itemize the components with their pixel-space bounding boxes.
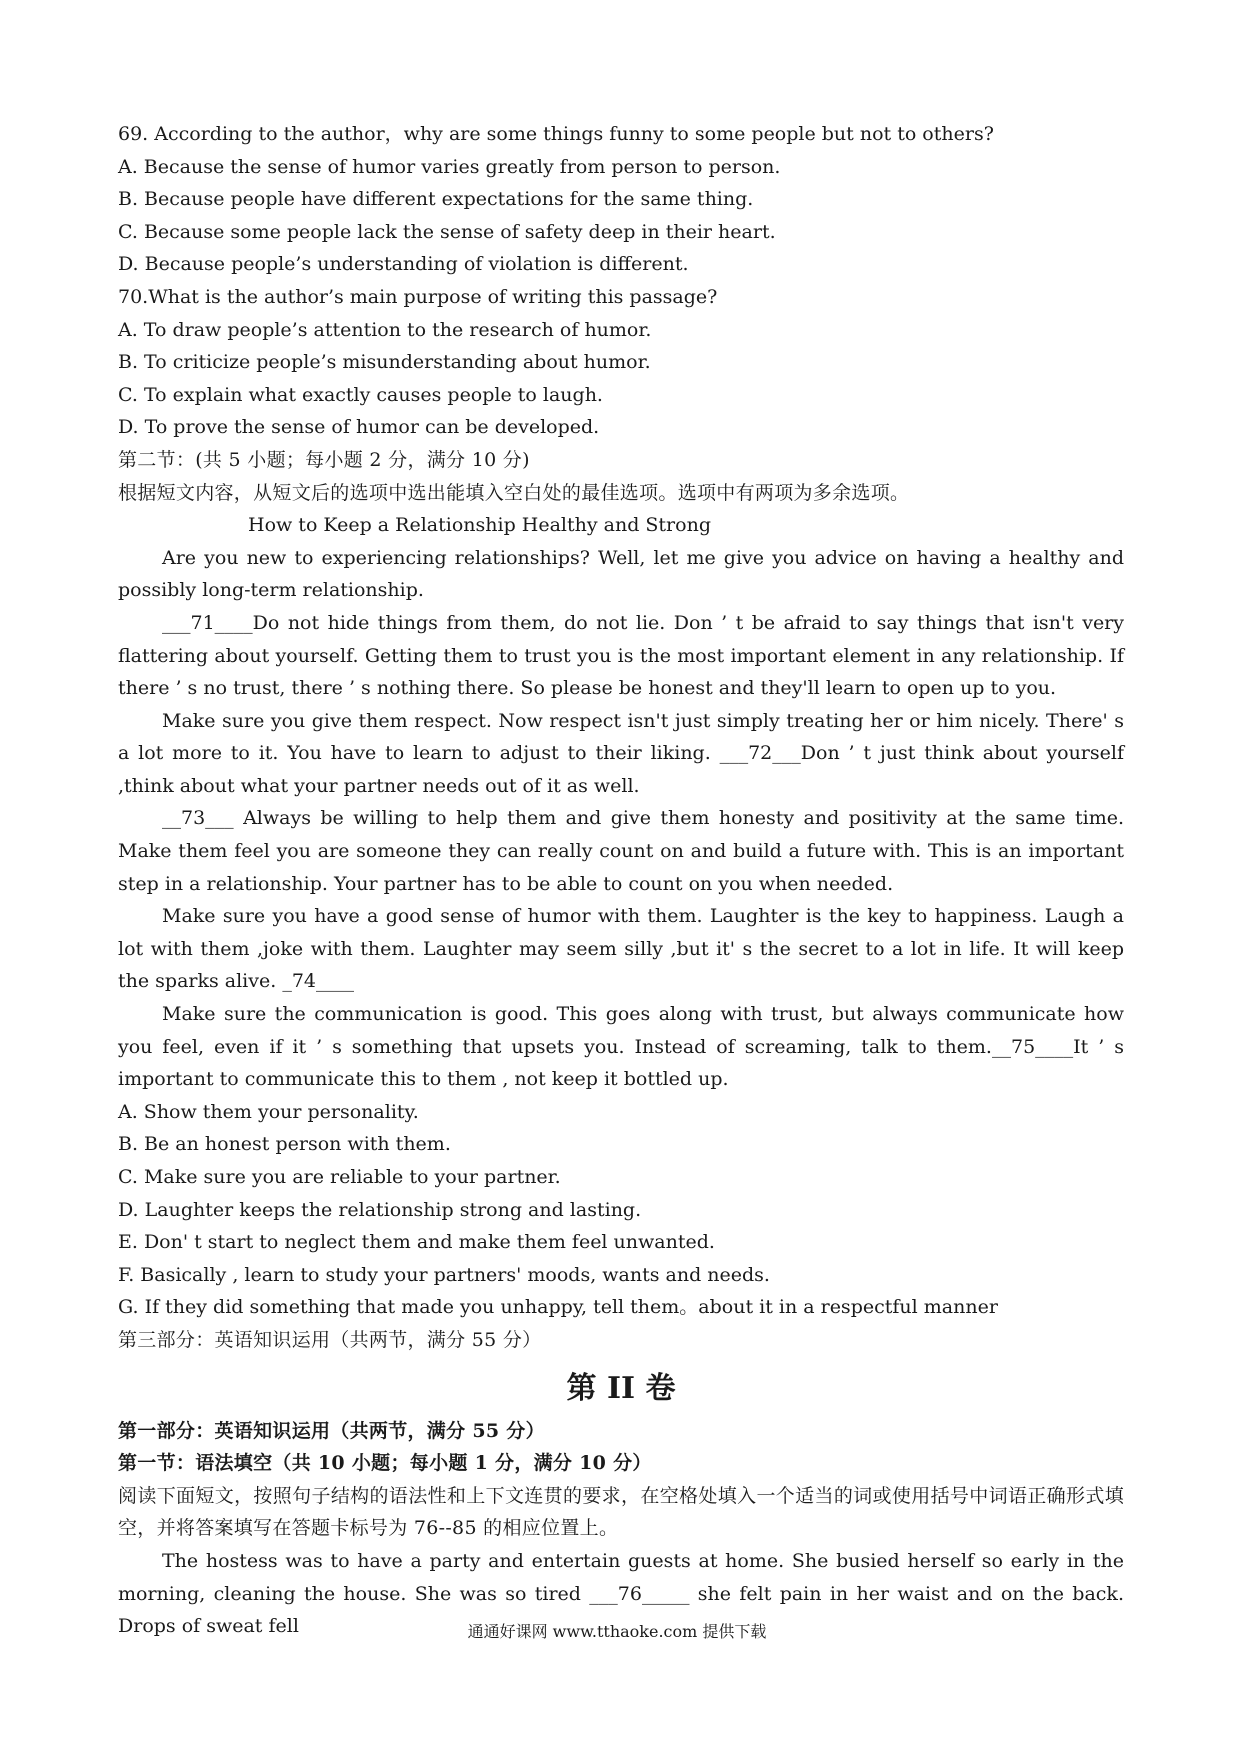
passage-paragraph: Make sure you have a good sense of humor with them. Laughter is the key to happiness. Laugh a lot with them ,joke with them. Laughter may seem silly ,but it' s the secret to a lot in life. It will keep the sparks alive. _74____ (118, 905, 1124, 993)
option-d: D. Because people’s understanding of violation is different. (118, 253, 689, 276)
option-d: D. Laughter keeps the relationship strong and lasting. (118, 1198, 642, 1221)
page-content (118, 118, 1124, 1643)
passage-paragraph: ___71____Do not hide things from them, do not lie. Don ’ t be afraid to say things that isn't very flattering about yourself. Getting them to trust you is the most important element in any relationship. If there ’ s no trust, there ’ s nothing there. So please be honest and they'll learn to open up to you. (118, 611, 1124, 700)
part-heading: 第一部分：英语知识运用（共两节，满分 55 分） (118, 1419, 545, 1442)
option-c: C. Because some people lack the sense of safety deep in their heart. (118, 220, 776, 243)
option-a: A. Because the sense of humor varies greatly from person to person. (118, 155, 781, 178)
option-b: B. Be an honest person with them. (118, 1133, 451, 1156)
option-d: D. To prove the sense of humor can be developed. (118, 416, 600, 439)
passage-paragraph: Make sure you give them respect. Now respect isn't just simply treating her or him nicely. There' s a lot more to it. You have to learn to adjust to their liking. ___72___Don ’ t just think about yourself ,think about what your partner needs out of it as well. (118, 709, 1124, 797)
passage-paragraph: Make sure the communication is good. This goes along with trust, but always communicate how you feel, even if it ’ s something that upsets you. Instead of screaming, talk to them.__75____It ’ s important to communicate this to them , not keep it bottled up. (118, 1003, 1124, 1091)
option-c: C. To explain what exactly causes people to laugh. (118, 383, 603, 406)
question-stem: 70.What is the author’s main purpose of writing this passage? (118, 285, 718, 308)
section-instruction: 根据短文内容，从短文后的选项中选出能填入空白处的最佳选项。选项中有两项为多余选项。 (118, 481, 910, 504)
question-69 (118, 118, 1124, 281)
section-instruction: 阅读下面短文，按照句子结构的语法性和上下文连贯的要求，在空格处填入一个适当的词或使用括号中词语正确形式填空，并将答案填写在答题卡标号为 76--85 的相应位置上。 (118, 1484, 1124, 1540)
question-70 (118, 281, 1124, 444)
option-b: B. Because people have different expectations for the same thing. (118, 188, 754, 211)
section-heading: 第一节：语法填空（共 10 小题；每小题 1 分，满分 10 分） (118, 1452, 652, 1475)
option-b: B. To criticize people’s misunderstanding about humor. (118, 351, 651, 374)
question-stem: 69. According to the author，why are some things funny to some people but not to others? (118, 123, 994, 145)
answer-options (118, 1096, 1124, 1324)
page-footer: 通通好课网 www.tthaoke.com 提供下载 (467, 1622, 767, 1641)
option-f: F. Basically , learn to study your partners' moods, wants and needs. (118, 1263, 770, 1286)
section-heading: 第二节：(共 5 小题；每小题 2 分，满分 10 分) (118, 448, 530, 471)
passage-title: How to Keep a Relationship Healthy and Strong (248, 514, 711, 537)
volume-title: 第 II 卷 (566, 1370, 676, 1406)
option-c: C. Make sure you are reliable to your partner. (118, 1166, 561, 1188)
passage-paragraph: The hostess was to have a party and entertain guests at home. She busied herself so early in the morning, cleaning the house. She was so tired ___76_____ she felt pain in her waist and on the back. Drops of sweat fell (118, 1549, 1124, 1638)
part-heading: 第三部分：英语知识运用（共两节，满分 55 分） (118, 1328, 542, 1351)
passage-paragraph: __73___ Always be willing to help them and give them honesty and positivity at the same time. Make them feel you are someone they can really count on and build a future with. This is an important step in a relationship. Your partner has to be able to count on you when needed. (118, 807, 1124, 895)
option-a: A. To draw people’s attention to the research of humor. (118, 318, 652, 341)
option-a: A. Show them your personality. (118, 1100, 419, 1123)
option-e: E. Don' t start to neglect them and make them feel unwanted. (118, 1231, 715, 1254)
option-g: G. If they did something that made you unhappy, tell them。about it in a respectful manner (118, 1296, 998, 1319)
passage-paragraph: Are you new to experiencing relationships? Well, let me give you advice on having a healthy and possibly long-term relationship. (118, 546, 1124, 602)
